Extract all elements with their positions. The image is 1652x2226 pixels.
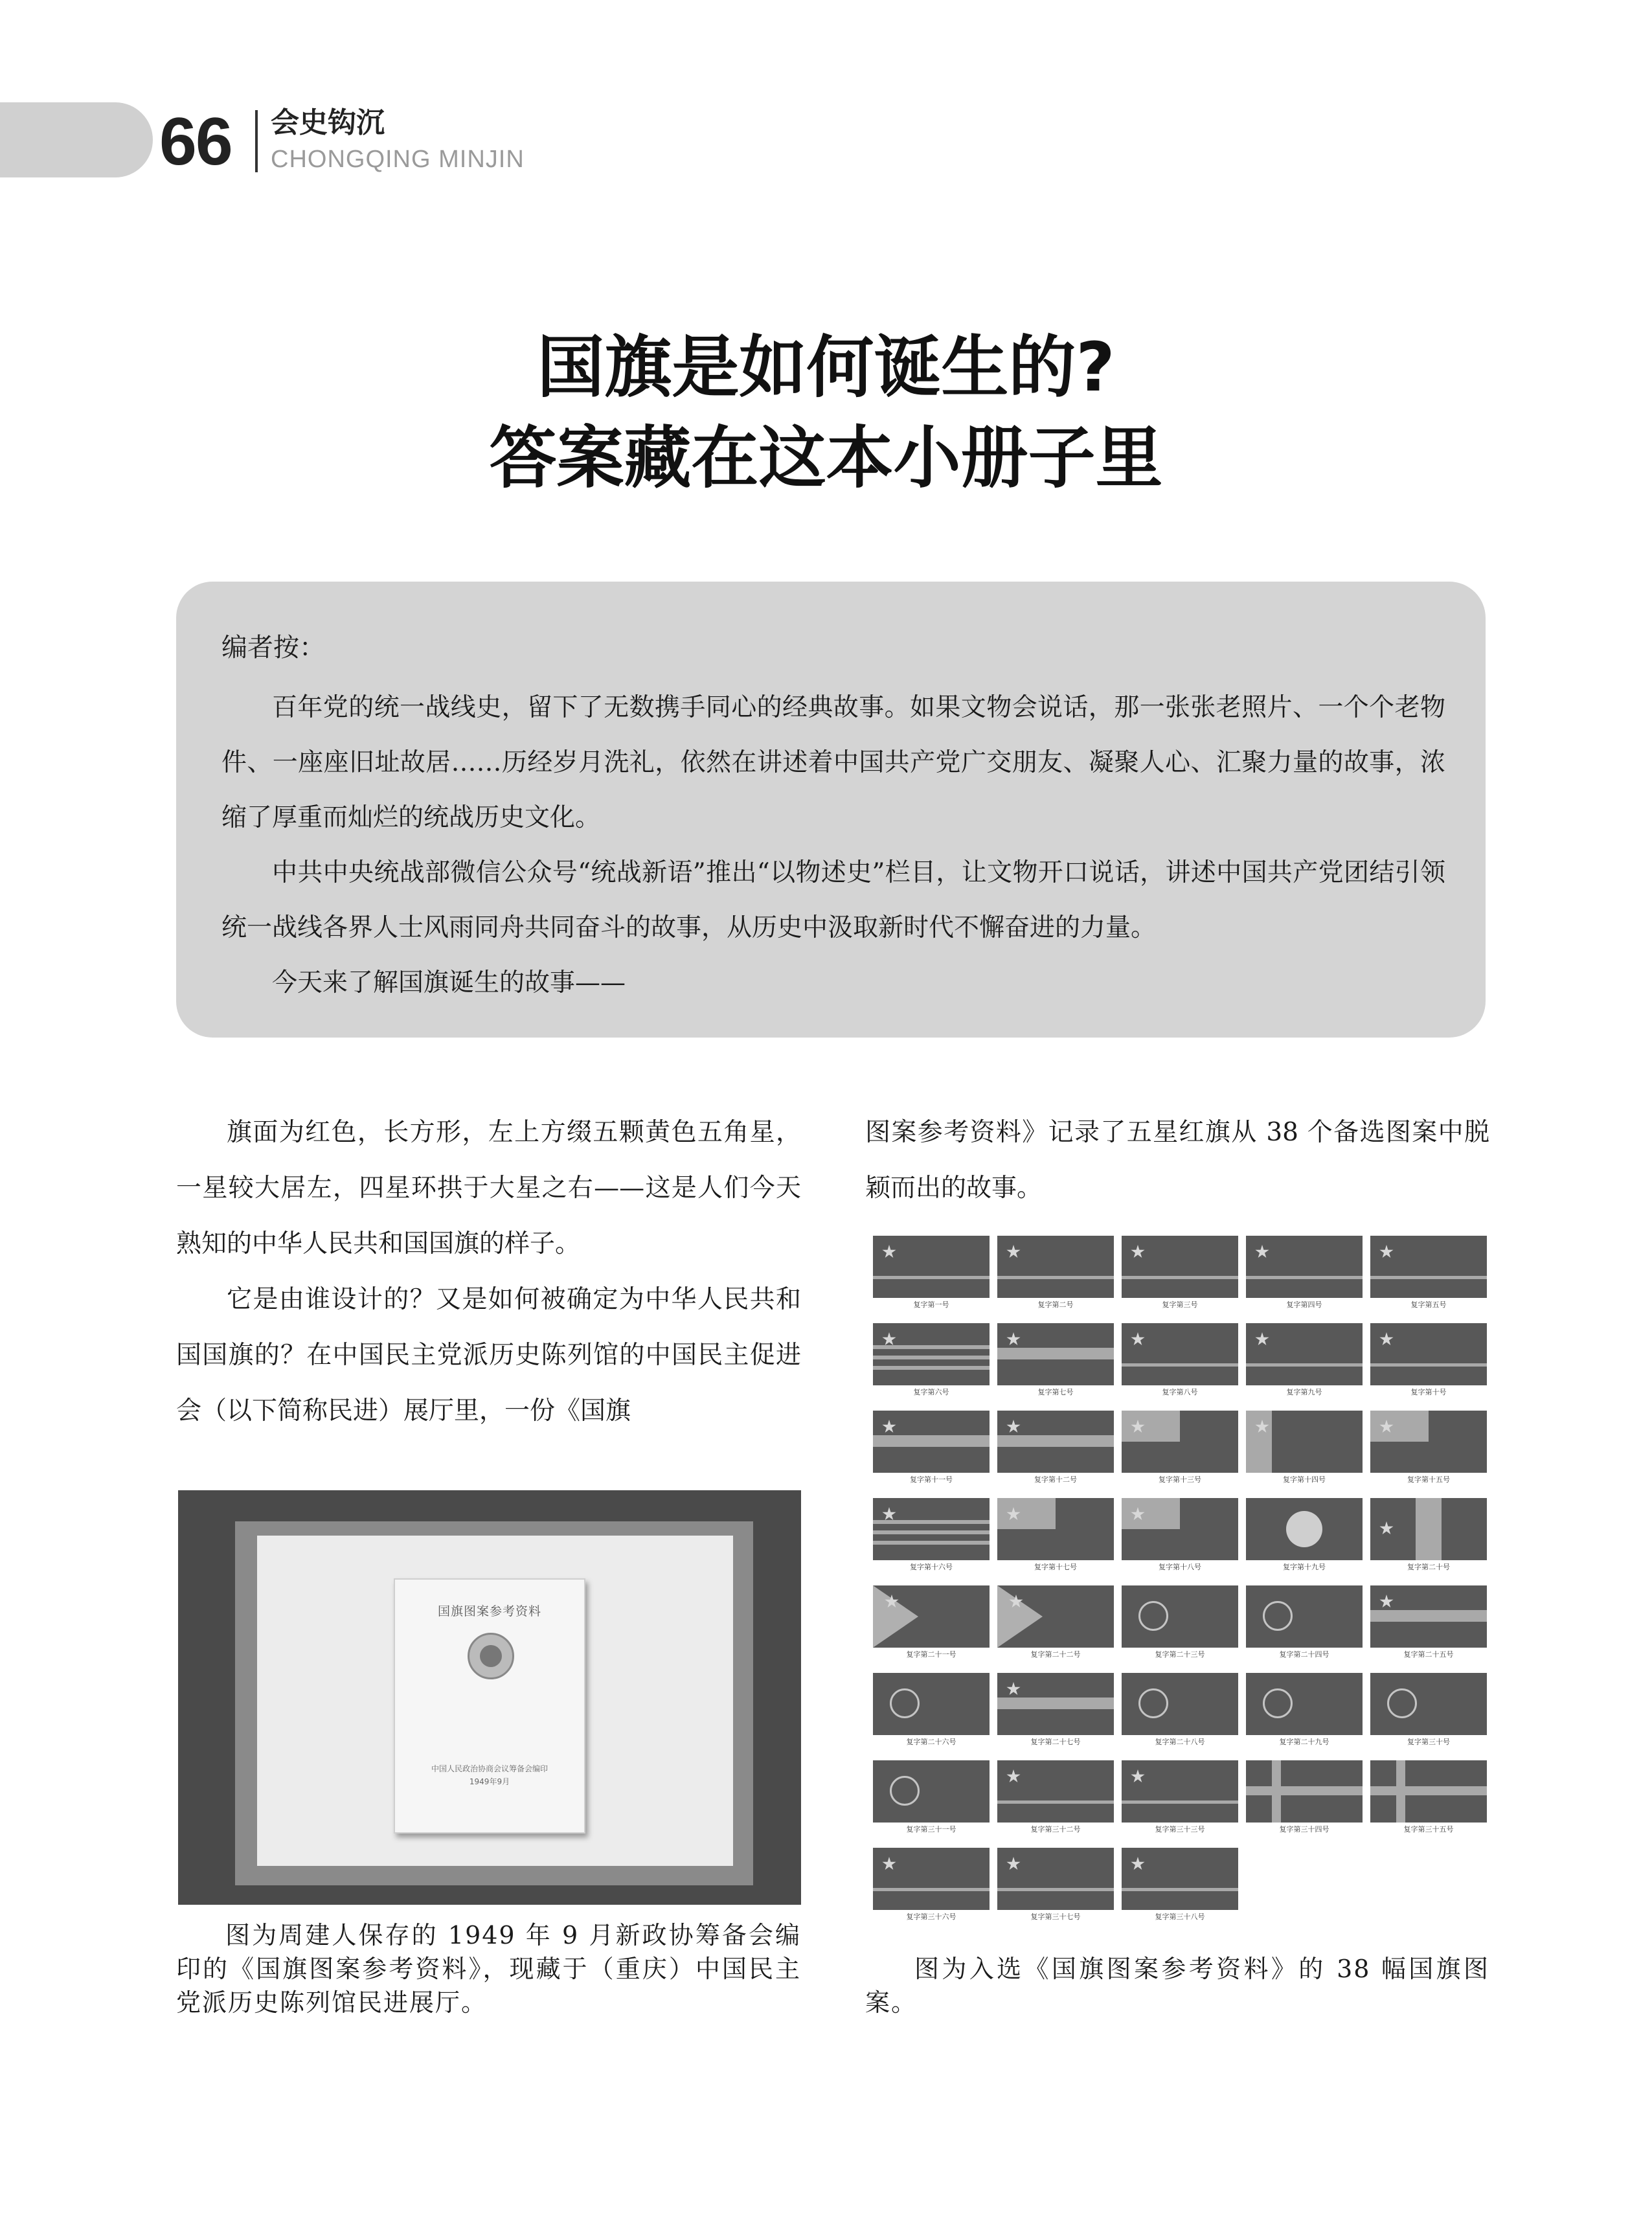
flag-emblem [1263,1688,1293,1718]
flag-design [1122,1585,1238,1674]
editor-note-paragraph: 今天来了解国旗诞生的故事—— [272,968,626,997]
booklet-publisher-name: 中国人民政治协商会议筹备会编印 [431,1764,548,1773]
flag-label: 复字第三十二号 [1030,1825,1081,1834]
flag-image [873,1236,990,1298]
flag-stripe [1416,1498,1442,1560]
flag-stripe [1246,1363,1363,1367]
article-title-line-2: 答案藏在这本小册子里 [489,418,1163,497]
flag-label: 复字第二十九号 [1279,1738,1330,1746]
flag-design [873,1585,990,1674]
booklet [394,1578,585,1834]
flag-stripe [1370,1610,1487,1622]
flag-design [1246,1236,1363,1324]
flag-image [1122,1236,1238,1298]
flag-design [997,1236,1114,1324]
flag-design [1246,1411,1363,1499]
flag-stripe [997,1348,1114,1359]
flag-image [1246,1323,1363,1385]
flag-image [1122,1673,1238,1735]
flag-stripe [1246,1276,1363,1279]
flag-stripe [997,1888,1114,1891]
flag-image [997,1760,1114,1823]
star-icon [882,1332,896,1346]
flag-label: 复字第二十号 [1407,1563,1450,1571]
flag-design [1370,1760,1487,1848]
flag-image [1370,1585,1487,1648]
flag-image [1122,1323,1238,1385]
star-icon [1379,1332,1394,1346]
flag-image [1370,1411,1487,1473]
flag-design [873,1323,990,1411]
flag-design [1122,1848,1238,1936]
flag-design [1370,1498,1487,1586]
flag-label: 复字第三十六号 [906,1913,956,1921]
star-icon [1379,1245,1394,1259]
flag-image [1370,1760,1487,1823]
flag-design [997,1323,1114,1411]
body-paragraph: 它是由谁设计的？又是如何被确定为中华人民共和国国旗的？在中国民主党派历史陈列馆的中国民主促进会（以下简称民进）展厅里，一份《国旗 [176,1285,801,1425]
flag-design [1122,1411,1238,1499]
flag-label: 复字第三十三号 [1155,1825,1205,1834]
flag-designs-grid [865,1231,1489,1922]
star-icon [1131,1332,1145,1346]
star-icon [1006,1420,1021,1434]
flag-emblem [1138,1688,1168,1718]
star-icon [882,1245,896,1259]
flag-stripe [1370,1363,1487,1367]
flag-design [1246,1673,1363,1761]
flag-design [873,1848,990,1936]
flag-label: 复字第三十八号 [1155,1913,1205,1921]
flag-stripe [1246,1786,1363,1795]
photo-caption: 图为周建人保存的 1949 年 9 月新政协筹备会编印的《国旗图案参考资料》，现藏于（重庆）中国民主党派历史陈列馆民进展厅。 [176,1921,801,2017]
flag-design [1370,1585,1487,1674]
editor-note-body [221,680,1445,1010]
star-icon [882,1420,896,1434]
right-column-text [865,1105,1489,1216]
flag-image [1246,1411,1363,1473]
flag-stripe [997,1276,1114,1279]
flag-stripe [873,1530,990,1534]
flag-image [997,1673,1114,1735]
flag-label: 复字第七号 [1037,1388,1074,1396]
flag-image [1370,1323,1487,1385]
flag-label: 复字第九号 [1286,1388,1322,1396]
flag-image [997,1585,1114,1648]
flag-label: 复字第六号 [913,1388,949,1396]
flag-design [1122,1673,1238,1761]
emblem-icon [468,1633,514,1679]
flag-stripe [997,1800,1114,1804]
flag-stripe [873,1276,990,1279]
flag-design [1122,1760,1238,1848]
flag-stripe [1122,1888,1238,1891]
flag-label: 复字第十号 [1410,1388,1447,1396]
flag-label: 复字第十五号 [1407,1475,1450,1484]
flag-triangle [997,1585,1043,1648]
flag-image [997,1848,1114,1910]
booklet-photo [178,1490,801,1905]
flags-caption: 图为入选《国旗图案参考资料》的 38 幅国旗图案。 [865,1955,1489,2017]
flag-label: 复字第二十三号 [1155,1650,1205,1659]
flag-label: 复字第二十七号 [1030,1738,1081,1746]
flag-stripe [1122,1276,1238,1279]
flag-image [1370,1498,1487,1560]
star-icon [1255,1332,1269,1346]
flag-image [1122,1585,1238,1648]
flag-image [873,1760,990,1823]
flag-label: 复字第十九号 [1283,1563,1326,1571]
flag-label: 复字第二十二号 [1030,1650,1081,1659]
flag-stripe [873,1520,990,1524]
flag-design [1370,1323,1487,1411]
flag-label: 复字第十二号 [1034,1475,1077,1484]
flag-image [873,1673,990,1735]
flag-design [873,1411,990,1499]
flag-label: 复字第三十五号 [1403,1825,1454,1834]
flag-image [1246,1236,1363,1298]
flag-design [1122,1323,1238,1411]
flag-stripe [1246,1411,1272,1473]
flag-design [1246,1585,1363,1674]
flag-label: 复字第三十一号 [906,1825,956,1834]
flag-stripe [873,1366,990,1370]
editor-note-label: 编者按： [221,633,325,663]
page-number: 66 [159,104,232,179]
flag-label: 复字第十四号 [1283,1475,1326,1484]
flag-design [997,1673,1114,1761]
flag-design [1246,1323,1363,1411]
flag-label: 复字第一号 [913,1300,949,1309]
flag-stripe [1122,1363,1238,1367]
flag-design [873,1673,990,1761]
star-icon [1006,1857,1021,1871]
flag-image [1122,1760,1238,1823]
flag-design [873,1498,990,1586]
star-icon [1006,1245,1021,1259]
star-icon [1379,1521,1394,1536]
body-paragraph: 旗面为红色，长方形，左上方缀五颗黄色五角星，一星较大居左，四星环拱于大星之右——这是人们今天熟知的中华人民共和国国旗的样子。 [176,1118,801,1258]
flag-label: 复字第十三号 [1159,1475,1201,1484]
left-column-text [176,1105,801,1439]
star-icon [1131,1857,1145,1871]
flag-triangle [873,1585,918,1648]
flag-stripe [873,1356,990,1359]
flag-label: 复字第二十五号 [1403,1650,1454,1659]
flag-emblem [1387,1688,1417,1718]
flag-label: 复字第四号 [1286,1300,1322,1309]
flag-image [1246,1760,1363,1823]
flag-stripe [997,1435,1114,1447]
flag-label: 复字第二十一号 [906,1650,956,1659]
flag-image [873,1411,990,1473]
flag-design [1122,1498,1238,1586]
flag-stripe [873,1541,990,1545]
flag-design [1370,1236,1487,1324]
flag-label: 复字第十七号 [1034,1563,1077,1571]
flag-design [997,1411,1114,1499]
star-icon [1131,1245,1145,1259]
flag-image [873,1323,990,1385]
header-divider [255,110,258,172]
booklet-publisher [395,1762,584,1788]
flag-image [1246,1498,1363,1560]
flag-emblem [1138,1601,1168,1631]
editor-note-paragraph: 中共中央统战部微信公众号“统战新语”推出“以物述史”栏目，让文物开口说话，讲述中国共产党团结引领统一战线各界人士风雨同舟共同奋斗的故事，从历史中汲取新时代不懈奋进的力量。 [221,858,1445,942]
star-icon [882,1507,896,1521]
flag-stripe [873,1435,990,1447]
flag-image [997,1498,1114,1560]
header-tab [0,102,153,177]
flag-label: 复字第二号 [1037,1300,1074,1309]
flag-label: 复字第二十四号 [1279,1650,1330,1659]
flag-image [1122,1411,1238,1473]
section-subtitle: CHONGQING MINJIN [271,146,525,173]
flag-stripe [997,1498,1056,1529]
flag-image [873,1498,990,1560]
body-paragraph: 图案参考资料》记录了五星红旗从 38 个备选图案中脱颖而出的故事。 [865,1118,1489,1203]
flag-image [1122,1498,1238,1560]
flag-label: 复字第二十六号 [906,1738,956,1746]
flag-design [1370,1411,1487,1499]
editor-note-paragraph: 百年党的统一战线史，留下了无数携手同心的经典故事。如果文物会说话，那一张张老照片、一个个老物件、一座座旧址故居……历经岁月洗礼，依然在讲述着中国共产党广交朋友、凝聚人心、汇聚力量的故事，浓缩了厚重而灿烂的统战历史文化。 [221,693,1445,832]
star-icon [1006,1769,1021,1784]
flag-label: 复字第二十八号 [1155,1738,1205,1746]
flag-stripe [1370,1411,1429,1442]
flag-stripe [1122,1800,1238,1804]
flag-label: 复字第十八号 [1159,1563,1201,1571]
flag-stripe [873,1888,990,1891]
flag-stripe [1122,1411,1180,1442]
flag-image [1122,1848,1238,1910]
flag-image [1370,1236,1487,1298]
star-icon [1131,1769,1145,1784]
star-icon [1006,1332,1021,1346]
flag-label: 复字第十一号 [910,1475,953,1484]
flag-label: 复字第三十号 [1407,1738,1450,1746]
flag-image [997,1323,1114,1385]
flag-design [1246,1760,1363,1848]
star-icon [882,1857,896,1871]
flag-image [873,1585,990,1648]
section-title: 会史钩沉 [271,106,385,139]
flag-label: 复字第十六号 [910,1563,953,1571]
flag-label: 复字第五号 [1410,1300,1447,1309]
flag-emblem [1263,1601,1293,1631]
flag-image [1246,1673,1363,1735]
flag-design [997,1585,1114,1674]
article-title-line-1: 国旗是如何诞生的? [537,328,1115,407]
flag-design [997,1760,1114,1848]
flag-stripe [1370,1276,1487,1279]
flag-design [997,1498,1114,1586]
flag-design [873,1236,990,1324]
flag-label: 复字第八号 [1162,1388,1198,1396]
star-icon [1255,1245,1269,1259]
flag-image [1246,1585,1363,1648]
flag-stripe [1370,1786,1487,1795]
flag-label: 复字第三十七号 [1030,1913,1081,1921]
booklet-title: 国旗图案参考资料 [437,1604,541,1618]
flag-image [873,1848,990,1910]
flag-design [873,1760,990,1848]
flag-stripe [1122,1498,1180,1529]
flag-circle [1286,1511,1322,1547]
flag-stripe [873,1345,990,1349]
flag-design [1370,1673,1487,1761]
flag-image [997,1411,1114,1473]
flag-stripe [997,1698,1114,1709]
flag-image [1370,1673,1487,1735]
flag-emblem [890,1688,920,1718]
star-icon [1379,1595,1394,1609]
flag-design [997,1848,1114,1936]
flag-design [1246,1498,1363,1586]
flag-design [1122,1236,1238,1324]
flag-emblem [890,1776,920,1806]
star-icon [1006,1682,1021,1696]
booklet-date: 1949年9月 [469,1777,510,1786]
flag-label: 复字第三十四号 [1279,1825,1330,1834]
flag-label: 复字第三号 [1162,1300,1198,1309]
flag-image [997,1236,1114,1298]
